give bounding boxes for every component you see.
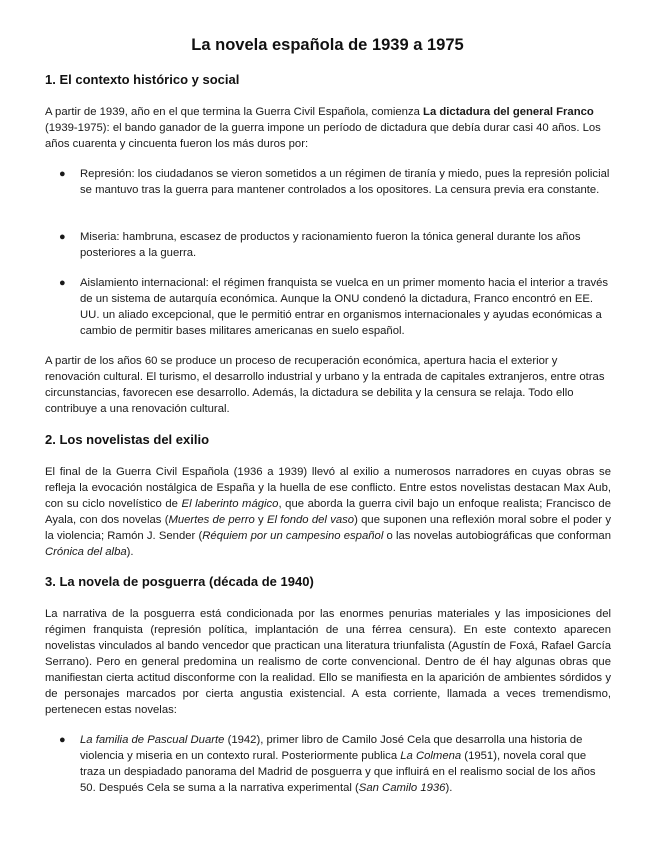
s2-title-laberinto: El laberinto mágico	[181, 498, 279, 510]
cela-text: (1942), primer libro de Camilo José Cela que desarrolla una historia de violencia y miseria en un contexto rural. Posteriormente publica	[80, 734, 583, 762]
document-title: La novela española de 1939 a 1975	[191, 36, 464, 54]
title-pascual-duarte: La familia de Pascual Duarte	[80, 734, 225, 746]
intro-text-1: A partir de 1939, año en el que termina la Guerra Civil Española, comienza	[45, 106, 424, 118]
title-san-camilo: San Camilo 1936	[358, 782, 446, 794]
title-la-colmena: La Colmena	[400, 750, 462, 762]
intro-bold: La dictadura del general Franco	[423, 106, 594, 118]
bullet-dot: ●	[59, 168, 66, 180]
s2-text: ).	[126, 546, 134, 558]
section1-intro	[45, 104, 611, 152]
section2-paragraph	[45, 464, 611, 560]
section1-heading: 1. El contexto histórico y social	[45, 72, 240, 87]
cela-text: ).	[445, 782, 453, 794]
s2-title-fondo: El fondo del vaso	[266, 514, 355, 526]
s2-title-cronica: Crónica del alba	[45, 546, 127, 558]
section2-heading: 2. Los novelistas del exilio	[45, 432, 210, 447]
s2-title-muertes: Muertes de perro	[168, 514, 255, 526]
cela-text: (1951), novela coral que traza un despiadado panorama del Madrid de posguerra y que influirá en el realismo social de los años 50. Después Cela se suma a la narrativa experimental (	[80, 750, 596, 794]
s2-text: , que aborda la guerra civil bajo un enfoque realista; Francisco de Ayala, con dos novelas (	[45, 498, 611, 526]
section1-closing: A partir de los años 60 se produce un proceso de recuperación económica, apertura hacia el exterior y renovación cultural. El turismo, el desarrollo industrial y urbano y la entrada de capitales extranjeros, entre otras circunstancias, favorecen ese desarrollo. Además, la dictadura se debilita y la censura se relaja. Todo ello contribuye a una renovación cultural.	[45, 355, 605, 415]
bullet-represion: Represión: los ciudadanos se vieron sometidos a un régimen de tiranía y miedo, pues la represión policial se mantuvo tras la guerra para mantener controlados a los opositores. La censura previa era constante.	[80, 168, 610, 196]
intro-text-2: (1939-1975): el bando ganador de la guerra impone un período de dictadura que debía durar casi 40 años. Los años cuarenta y cincuenta fueron los más duros por:	[45, 122, 601, 150]
s2-text: ) que suponen una reflexión moral sobre el poder y la violencia; Ramón J. Sender (	[45, 514, 611, 542]
s2-title-requiem: Réquiem por un campesino español	[202, 530, 384, 542]
bullet-cela	[80, 732, 611, 796]
bullet-dot: ●	[59, 231, 66, 243]
s2-text: o las novelas autobiográficas que conforman	[383, 530, 611, 542]
s2-text: El final de la Guerra Civil Española (1936 a 1939) llevó al exilio a numerosos narradores en cuyas obras se refleja la evocación nostálgica de España y la huella de ese conflicto. Entre estos novelistas destacan Max Aub, con su ciclo novelístico de	[45, 466, 611, 510]
bullet-miseria: Miseria: hambruna, escasez de productos y racionamiento fueron la tónica general durante los años posteriores a la guerra.	[80, 231, 581, 259]
section3-paragraph: La narrativa de la posguerra está condicionada por las enormes penurias materiales y las imposiciones del régimen franquista (represión política, implantación de una férrea censura). En este contexto aparecen novelistas vinculados al bando vencedor que practican una literatura triunfalista (Agustín de Foxá, Rafael García Serrano). Pero en general predomina un realismo de corte convencional. Dentro de él hay algunas obras que manifiestan cierta actitud disconforme con la realidad. Ello se manifiesta en la aparición de ambientes sórdidos y de personajes marcados por cierta angustia existencial. A esta corriente, llamada a veces tremendismo, pertenecen estas novelas:	[45, 608, 611, 716]
bullet-aislamiento: Aislamiento internacional: el régimen franquista se vuelca en un primer momento hacia el interior a través de un sistema de autarquía económica. Aunque la ONU condenó la dictadura, Franco encontró en EE. UU. un aliado excepcional, que le permitió entrar en organismos internacionales y ayudas económicas a cambio de permitir bases militares americanas en suelo español.	[80, 277, 609, 337]
bullet-dot: ●	[59, 734, 66, 746]
section3-heading: 3. La novela de posguerra (década de 1940)	[45, 574, 314, 589]
s2-text: y	[254, 514, 267, 526]
bullet-dot: ●	[59, 277, 66, 289]
